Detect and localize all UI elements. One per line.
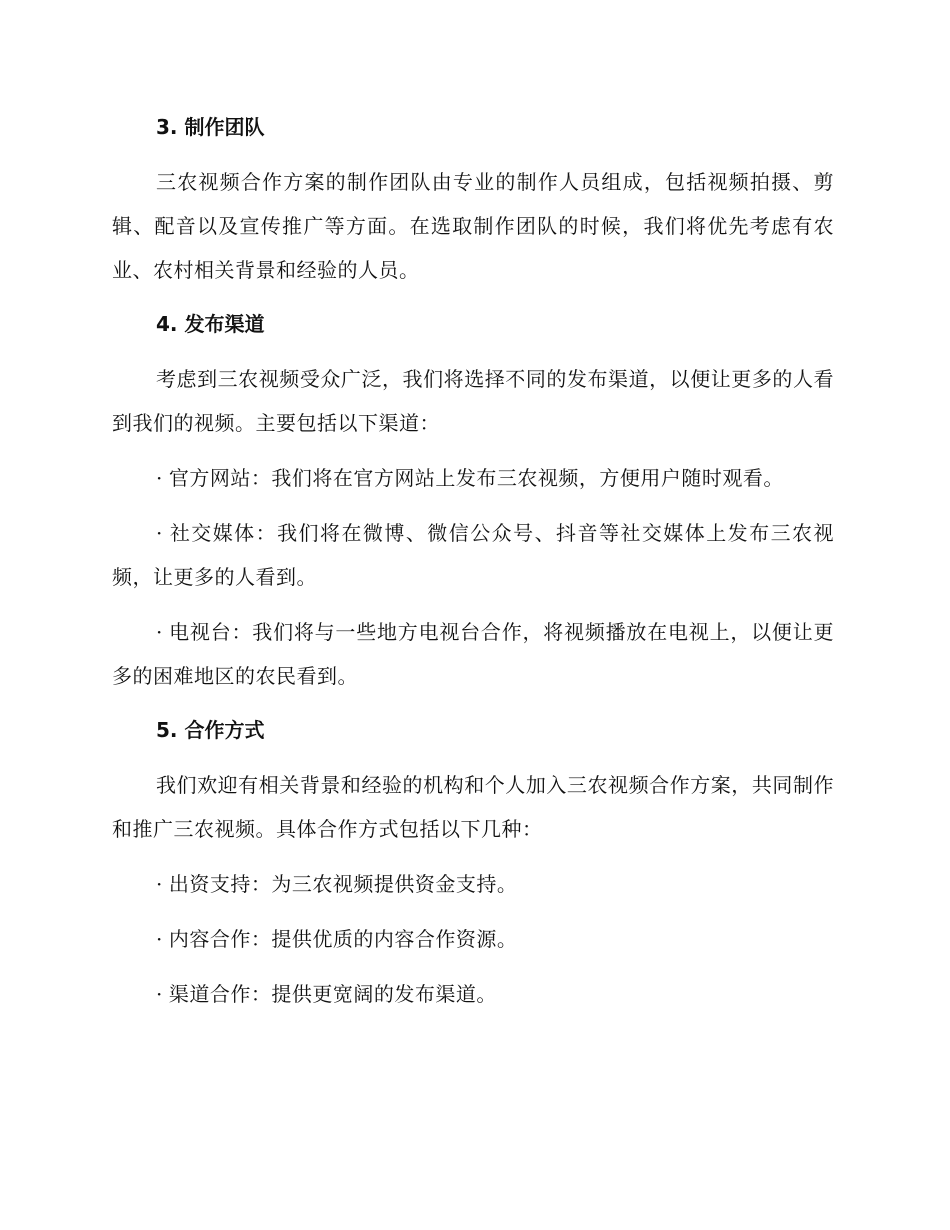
- list-item: [112, 456, 834, 500]
- section-cooperation-methods: [112, 709, 834, 1016]
- bullet-icon: ·: [156, 466, 163, 490]
- list-item-text: 渠道合作：提供更宽阔的发布渠道。: [168, 982, 497, 1006]
- paragraph: 考虑到三农视频受众广泛，我们将选择不同的发布渠道，以便让更多的人看到我们的视频。主要包括以下渠道：: [112, 367, 834, 435]
- section-heading: 5. 合作方式: [156, 718, 265, 742]
- list-item: [112, 511, 834, 599]
- section-distribution-channels: [112, 303, 834, 698]
- document-page: [112, 106, 834, 1016]
- list-item: [112, 862, 834, 906]
- section-heading: 4. 发布渠道: [156, 312, 265, 336]
- list-item: [112, 610, 834, 698]
- list-item-text: 电视台：我们将与一些地方电视台合作，将视频播放在电视上，以便让更多的困难地区的农民看到。: [112, 620, 834, 688]
- bullet-icon: ·: [156, 982, 163, 1006]
- list-item-text: 社交媒体：我们将在微博、微信公众号、抖音等社交媒体上发布三农视频，让更多的人看到。: [112, 521, 834, 589]
- list-item: [112, 917, 834, 961]
- bullet-icon: ·: [156, 521, 163, 545]
- section-heading: 3. 制作团队: [156, 115, 265, 139]
- list-item-text: 出资支持：为三农视频提供资金支持。: [168, 872, 518, 896]
- list-item-text: 官方网站：我们将在官方网站上发布三农视频，方便用户随时观看。: [168, 466, 784, 490]
- bullet-icon: ·: [156, 872, 163, 896]
- list-item: [112, 972, 834, 1016]
- bullet-icon: ·: [156, 620, 163, 644]
- paragraph: 我们欢迎有相关背景和经验的机构和个人加入三农视频合作方案，共同制作和推广三农视频。具体合作方式包括以下几种：: [112, 773, 834, 841]
- paragraph: 三农视频合作方案的制作团队由专业的制作人员组成，包括视频拍摄、剪辑、配音以及宣传推广等方面。在选取制作团队的时候，我们将优先考虑有农业、农村相关背景和经验的人员。: [112, 170, 834, 282]
- list-item-text: 内容合作：提供优质的内容合作资源。: [168, 927, 518, 951]
- section-production-team: [112, 106, 834, 292]
- bullet-icon: ·: [156, 927, 163, 951]
